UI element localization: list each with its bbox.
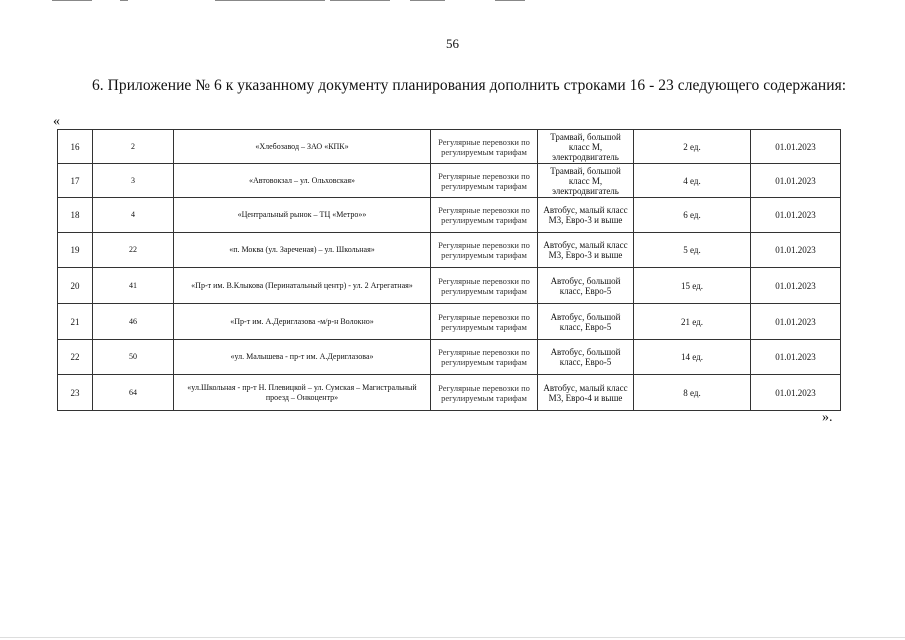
vehicle-count: 14 ед. [634,340,751,375]
transport-kind: Регулярные перевозки по регулируемым тарифам [431,130,538,164]
vehicle-class: Автобус, большой класс, Евро-5 [538,340,634,375]
start-date: 01.01.2023 [751,304,841,340]
vehicle-count: 5 ед. [634,233,751,268]
section-heading: 6. Приложение № 6 к указанному документу планирования дополнить строками 16 - 23 следующего содержания: [92,77,847,94]
route-name: «Центральный рынок – ТЦ «Метро»» [174,198,431,233]
route-number: 22 [93,233,174,268]
table-row [58,130,841,164]
start-date: 01.01.2023 [751,130,841,164]
route-name: «Пр-т им. В.Клыкова (Перинатальный центр) - ул. 2 Агрегатная» [174,268,431,304]
row-number: 20 [58,268,93,304]
bottom-scan-edge [0,637,905,638]
vehicle-count: 8 ед. [634,375,751,411]
route-name: «Хлебозавод – ЗАО «КПК» [174,130,431,164]
table-row [58,340,841,375]
transport-kind: Регулярные перевозки по регулируемым тарифам [431,304,538,340]
row-number: 21 [58,304,93,340]
route-name: «Автовокзал – ул. Ольховская» [174,164,431,198]
vehicle-count: 2 ед. [634,130,751,164]
table-row [58,375,841,411]
route-name: «ул.Школьная - пр-т Н. Плевицкой – ул. Сумская – Магистральный проезд – Онкоцентр» [174,375,431,411]
route-number: 50 [93,340,174,375]
vehicle-class: Автобус, большой класс, Евро-5 [538,304,634,340]
table-row [58,304,841,340]
transport-kind: Регулярные перевозки по регулируемым тарифам [431,198,538,233]
vehicle-class: Трамвай, большой класс М, электродвигатель [538,164,634,198]
opening-quote: « [53,114,60,129]
route-number: 46 [93,304,174,340]
vehicle-count: 15 ед. [634,268,751,304]
vehicle-class: Автобус, большой класс, Евро-5 [538,268,634,304]
route-number: 64 [93,375,174,411]
row-number: 23 [58,375,93,411]
table-row [58,164,841,198]
row-number: 17 [58,164,93,198]
table-row [58,268,841,304]
start-date: 01.01.2023 [751,164,841,198]
routes-table-body [58,130,841,411]
route-name: «п. Моква (ул. Зареченая) – ул. Школьная» [174,233,431,268]
vehicle-count: 21 ед. [634,304,751,340]
transport-kind: Регулярные перевозки по регулируемым тарифам [431,340,538,375]
route-name: «Пр-т им. А.Дериглазова -м/р-н Волокно» [174,304,431,340]
start-date: 01.01.2023 [751,233,841,268]
route-number: 41 [93,268,174,304]
table-row [58,198,841,233]
start-date: 01.01.2023 [751,375,841,411]
top-scan-edge [0,0,905,3]
route-name: «ул. Малышева - пр-т им. А.Дериглазова» [174,340,431,375]
closing-quote: ». [822,410,833,425]
row-number: 18 [58,198,93,233]
vehicle-class: Автобус, малый класс М3, Евро-4 и выше [538,375,634,411]
transport-kind: Регулярные перевозки по регулируемым тарифам [431,375,538,411]
table-row [58,233,841,268]
transport-kind: Регулярные перевозки по регулируемым тарифам [431,233,538,268]
row-number: 19 [58,233,93,268]
route-number: 2 [93,130,174,164]
transport-kind: Регулярные перевозки по регулируемым тарифам [431,268,538,304]
routes-table [57,129,841,411]
route-number: 4 [93,198,174,233]
vehicle-class: Автобус, малый класс М3, Евро-3 и выше [538,198,634,233]
row-number: 22 [58,340,93,375]
vehicle-class: Автобус, малый класс М3, Евро-3 и выше [538,233,634,268]
page-number: 56 [446,36,459,51]
vehicle-class: Трамвай, большой класс М, электродвигатель [538,130,634,164]
start-date: 01.01.2023 [751,198,841,233]
vehicle-count: 6 ед. [634,198,751,233]
route-number: 3 [93,164,174,198]
vehicle-count: 4 ед. [634,164,751,198]
start-date: 01.01.2023 [751,340,841,375]
start-date: 01.01.2023 [751,268,841,304]
transport-kind: Регулярные перевозки по регулируемым тарифам [431,164,538,198]
row-number: 16 [58,130,93,164]
